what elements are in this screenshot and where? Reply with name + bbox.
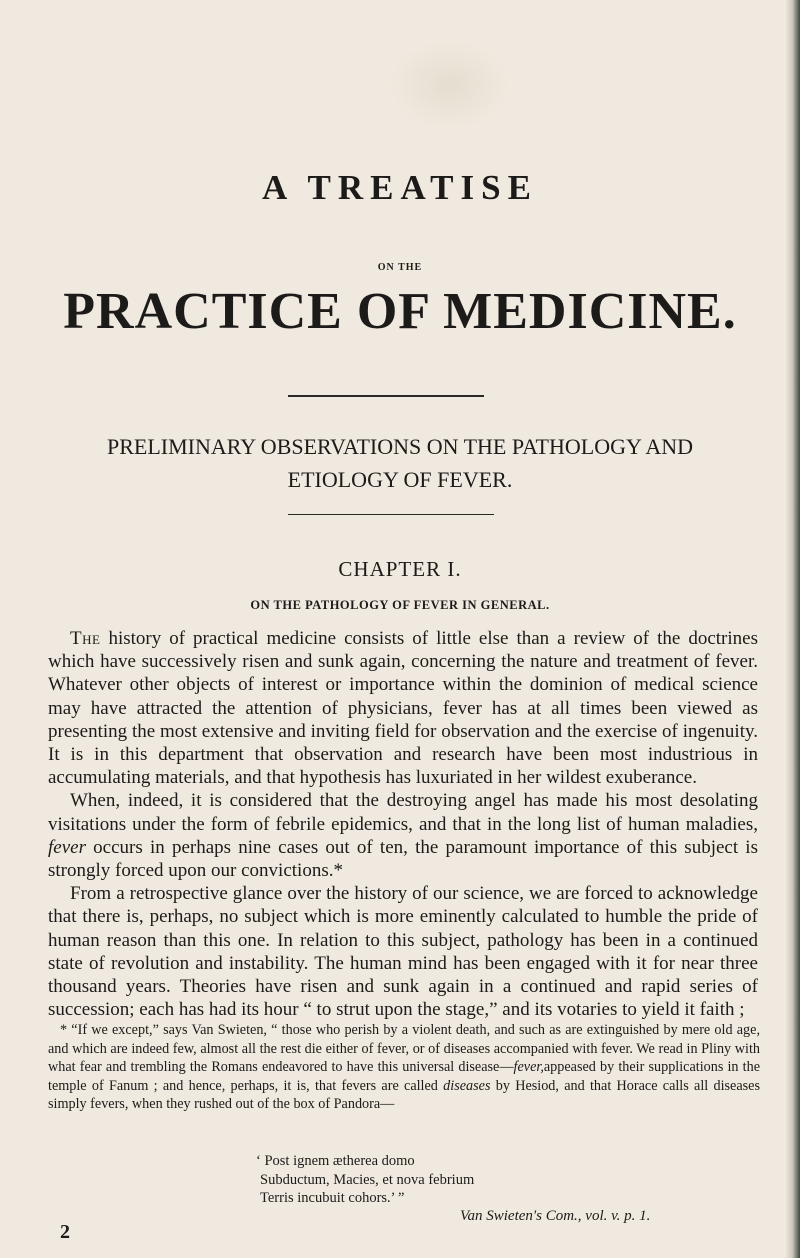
- footnote-part: * “If we except,” says Van Swieten, “ those who perish by a violent death, and such as are extinguished by mere old age, and which are indeed few, almost all the rest die either of fever, or of diseases accompanied with fever. We read in Pliny with what fear and trembling the Romans endeavored to have this universal disease—: [48, 1022, 760, 1075]
- body-text: [48, 627, 758, 1021]
- chapter-heading: CHAPTER I.: [338, 557, 462, 581]
- footnote: [48, 1021, 760, 1114]
- paragraph: [48, 627, 758, 789]
- section-heading-line2: ETIOLOGY OF FEVER.: [287, 467, 513, 492]
- page-number: 2: [60, 1221, 70, 1243]
- footnote-text: [48, 1021, 760, 1114]
- divider-rule: [288, 395, 484, 397]
- paragraph: [48, 789, 758, 882]
- section-heading-line1: PRELIMINARY OBSERVATIONS ON THE PATHOLOGY AND: [107, 434, 693, 459]
- paragraph-text: occurs in perhaps nine cases out of ten, the paramount importance of this subject is strongly forced upon our convictions.*: [48, 836, 758, 882]
- verse-quote: [256, 1152, 474, 1208]
- divider-rule-short: [288, 514, 494, 515]
- paragraph-text: From a retrospective glance over the history of our science, we are forced to acknowledge that there is, perhaps, no subject which is more eminently calculated to humble the pride of human reason than this one. In relation to this subject, pathology has been in a continued state of revolution and instability. The human mind has been engaged with it for near three thousand years. Theories have risen and sunk again in a continued and rapid series of succession; each has had its hour “ to strut upon the stage,” and its votaries to yield it faith ;: [48, 883, 758, 1021]
- verse-line: Terris incubuit cohors.’ ”: [260, 1190, 405, 1206]
- on-the-label: ON THE: [377, 262, 423, 273]
- chapter-title: ON THE PATHOLOGY OF FEVER IN GENERAL.: [250, 598, 550, 612]
- section-heading: [0, 430, 800, 496]
- paragraph: [48, 882, 758, 1021]
- footnote-part: appeased by their supplications in the temple of Fanum ; and hence, perhaps, it is, that fevers are called: [48, 1059, 761, 1094]
- page-edge: [786, 0, 800, 1258]
- footnote-emphasis: fever,: [513, 1059, 544, 1075]
- paragraph-text: history of practical medicine consists of little else than a review of the doctrines which have successively risen and sunk again, concerning the nature and treatment of fever. Whatever other objects of interest or importance within the dominion of medical science may have attracted the attention of physicians, fever has at all times been viewed as presenting the most extensive and inviting field for observation and the exercise of ingenuity. It is in this department that observation and research have been most industrious in accumulating materials, and that hypothesis has luxuriated in her wildest exuberance.: [48, 628, 758, 789]
- footnote-part: by Hesiod, and that Horace calls all diseases simply fevers, when they rushed out of the box of Pandora—: [48, 1077, 760, 1112]
- verse-line: Subductum, Macies, et nova febrium: [260, 1171, 475, 1188]
- drop-word: The: [70, 628, 101, 649]
- main-title: PRACTICE OF MEDICINE.: [63, 283, 737, 340]
- citation: Van Swieten's Com., vol. v. p. 1.: [460, 1208, 651, 1224]
- verse-line: ‘ Post ignem ætherea domo: [256, 1153, 415, 1169]
- paper-stain: [390, 40, 510, 130]
- treatise-title: A TREATISE: [262, 168, 538, 207]
- footnote-emphasis: diseases: [443, 1077, 491, 1094]
- paragraph-text: When, indeed, it is considered that the destroying angel has made his most desolating visitations under the form of febrile epidemics, and that in the long list of human maladies,: [48, 790, 758, 835]
- emphasis: fever: [48, 836, 86, 858]
